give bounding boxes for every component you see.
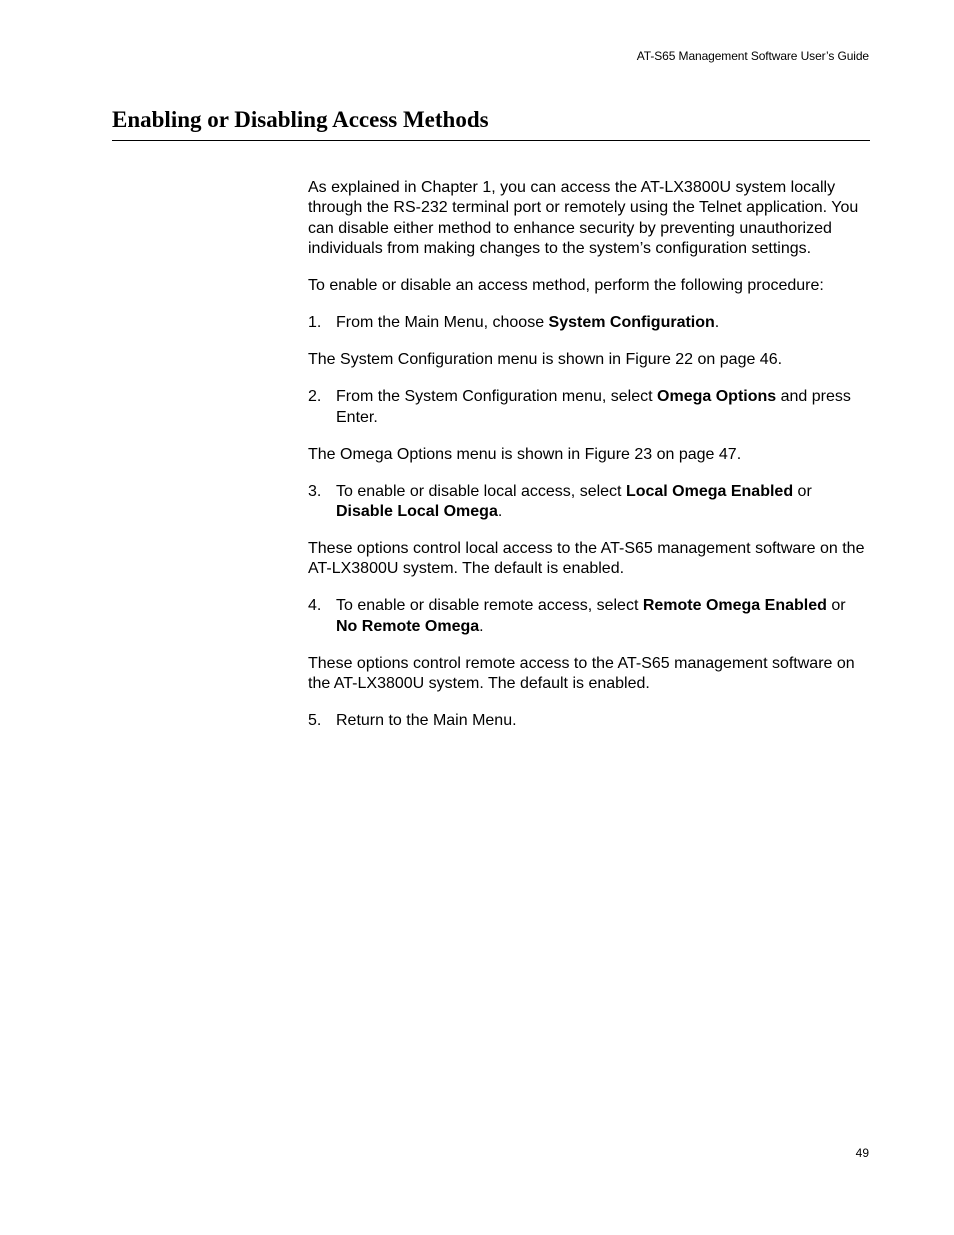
step-instruction: To enable or disable local access, select Local Omega Enabled or Disable Local Omega. [336, 482, 812, 521]
menu-option: Local Omega Enabled [625, 482, 794, 500]
title-rule [112, 140, 870, 141]
step-instruction: Return to the Main Menu. [336, 712, 517, 730]
step-instruction: From the Main Menu, choose System Configuration. [336, 314, 720, 332]
step-2 [308, 387, 870, 428]
menu-option: Disable Local Omega [336, 503, 498, 521]
step-instruction: To enable or disable remote access, select Remote Omega Enabled or No Remote Omega. [336, 597, 846, 635]
step-1 [308, 313, 870, 333]
body-text [308, 178, 870, 748]
menu-option: No Remote Omega [336, 617, 480, 635]
step-3-result: These options control local access to the AT-S65 management software on the AT-LX3800U system. The default is enabled. [308, 540, 865, 578]
step-number: 3. [308, 482, 322, 500]
step-number: 5. [308, 712, 322, 730]
step-3 [308, 482, 870, 523]
step-2-result: The Omega Options menu is shown in Figure 23 on page 47. [308, 445, 742, 463]
menu-option: Remote Omega Enabled [642, 597, 827, 615]
step-4-result: These options control remote access to the AT-S65 management software on the AT-LX3800U system. The default is enabled. [308, 654, 855, 693]
step-number: 2. [308, 388, 322, 406]
step-4 [308, 596, 870, 637]
menu-option: Omega Options [657, 388, 777, 406]
procedure-intro: To enable or disable an access method, perform the following procedure: [308, 277, 824, 295]
step-number: 1. [308, 314, 322, 332]
menu-option: System Configuration [548, 314, 715, 332]
step-5 [308, 711, 870, 731]
step-number: 4. [308, 597, 322, 615]
step-instruction: From the System Configuration menu, select Omega Options and press Enter. [336, 388, 851, 426]
page-number: 49 [855, 1146, 869, 1160]
section-title: Enabling or Disabling Access Methods [112, 107, 489, 132]
running-header: AT-S65 Management Software User’s Guide [636, 49, 869, 63]
step-1-result: The System Configuration menu is shown in Figure 22 on page 46. [308, 351, 783, 369]
intro-paragraph: As explained in Chapter 1, you can access the AT-LX3800U system locally through the RS-232 terminal port or remotely using the Telnet application. You can disable either method to enhance security by preventing unauthorized individuals from making changes to the system’s configuration settings. [308, 179, 859, 258]
